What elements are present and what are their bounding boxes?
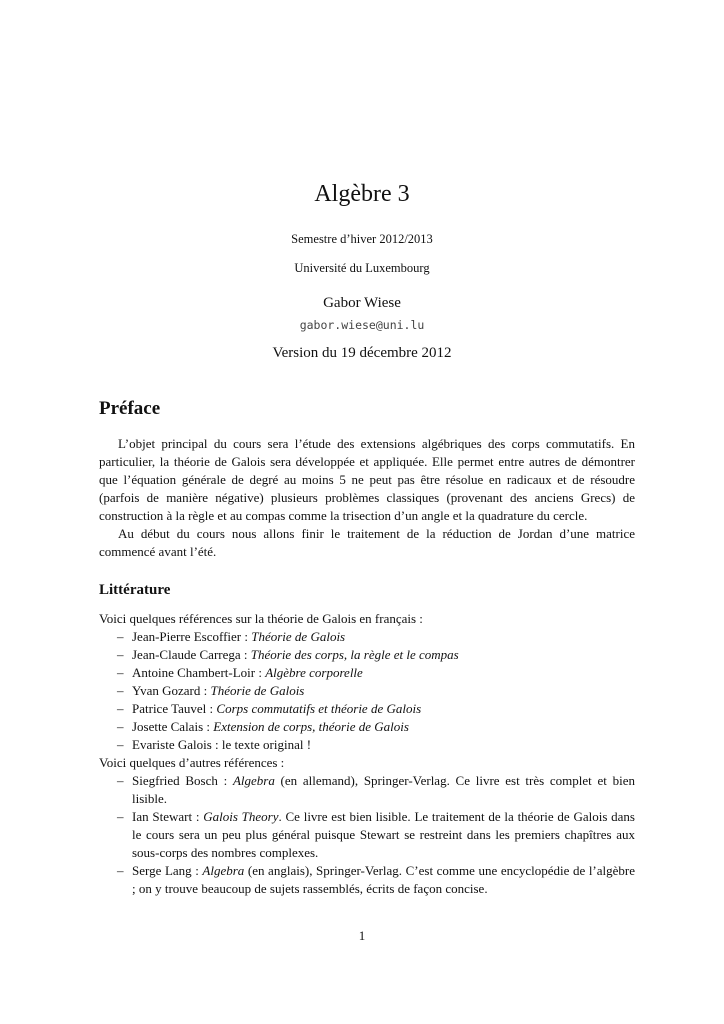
ref-author: Serge Lang : [132,863,203,878]
preface-paragraph-1: L’objet principal du cours sera l’étude des extensions algébriques des corps commutatifs. En particulier, la théorie de Galois sera développée et appliquée. Elle permet entre autres de démontrer que l’équation générale de degré au moins 5 ne peut pas être résolue en radicaux et de résoudre (parfois de manière négative) plusieurs problèmes classiques (provenant des anciens Grecs) de construction à la règle et au compas comme la trisection d’un angle et la quadrature du cercle. [99,436,635,523]
ref-title: Théorie des corps, la règle et le compas [250,647,459,662]
french-refs-intro: Voici quelques références sur la théorie de Galois en français : [99,611,423,626]
ref-title: Galois Theory [203,809,279,824]
list-item [99,682,635,700]
ref-author: Jean-Claude Carrega : [132,647,251,662]
ref-author: Yvan Gozard : [132,683,211,698]
list-dash: – [117,701,124,716]
ref-description: (en allemand), Springer-Verlag. Ce livre est très complet et bien lisible. [132,773,635,806]
page-number: 1 [358,928,366,943]
author-name: Gabor Wiese [323,295,401,311]
ref-author: Patrice Tauvel : [132,701,217,716]
ref-title: Algebra [202,863,245,878]
ref-title: Théorie de Galois [251,629,346,644]
ref-author: Ian Stewart : [132,809,204,824]
list-dash: – [117,665,124,680]
ref-title: Algebra [232,773,275,788]
university-line: Université du Luxembourg [294,261,430,275]
list-item [99,808,635,862]
list-item [99,664,635,682]
list-item [99,862,635,898]
ref-author: Antoine Chambert-Loir : [132,665,266,680]
ref-author: Siegfried Bosch : [132,773,233,788]
author-email: gabor.wiese@uni.lu [299,318,425,332]
preface-paragraph-2: Au début du cours nous allons finir le traitement de la réduction de Jordan d’une matrice commencé avant l’été. [99,526,635,559]
list-dash: – [117,737,124,752]
list-dash: – [117,719,124,734]
list-item [99,628,635,646]
other-refs-list [99,772,635,898]
ref-author: Josette Calais : [132,719,214,734]
list-item [99,772,635,808]
list-item [99,736,635,754]
list-dash: – [117,647,124,662]
ref-title: Extension de corps, théorie de Galois [213,719,409,734]
ref-description: . Ce livre est bien lisible. Le traitement de la théorie de Galois dans le cours sera un peu plus général puisque Stewart se restreint dans les premiers chapîtres aux sous-corps des nombres complexes. [132,809,635,860]
list-item [99,700,635,718]
ref-title: Corps commutatifs et théorie de Galois [216,701,422,716]
ref-description: (en anglais), Springer-Verlag. C’est comme une encyclopédie de l’algèbre ; on y trouve beaucoup de sujets rassemblés, écrits de façon concise. [132,863,636,896]
preface-heading: Préface [99,398,161,419]
ref-author: Jean-Pierre Escoffier : [132,629,252,644]
ref-author: Evariste Galois : le texte original ! [132,737,312,752]
list-dash: – [117,863,124,878]
version-line: Version du 19 décembre 2012 [272,345,452,361]
list-dash: – [117,683,124,698]
literature-body [99,610,635,898]
french-refs-list [99,628,635,754]
ref-title: Théorie de Galois [210,683,305,698]
list-dash: – [117,629,124,644]
preface-body [99,435,635,561]
other-refs-intro: Voici quelques d’autres références : [99,755,285,770]
list-dash: – [117,809,124,824]
semester-line: Semestre d’hiver 2012/2013 [291,232,433,246]
list-item [99,646,635,664]
list-dash: – [117,773,124,788]
ref-title: Algèbre corporelle [265,665,363,680]
document-title: Algèbre 3 [314,181,410,207]
literature-heading: Littérature [99,582,171,598]
list-item [99,718,635,736]
